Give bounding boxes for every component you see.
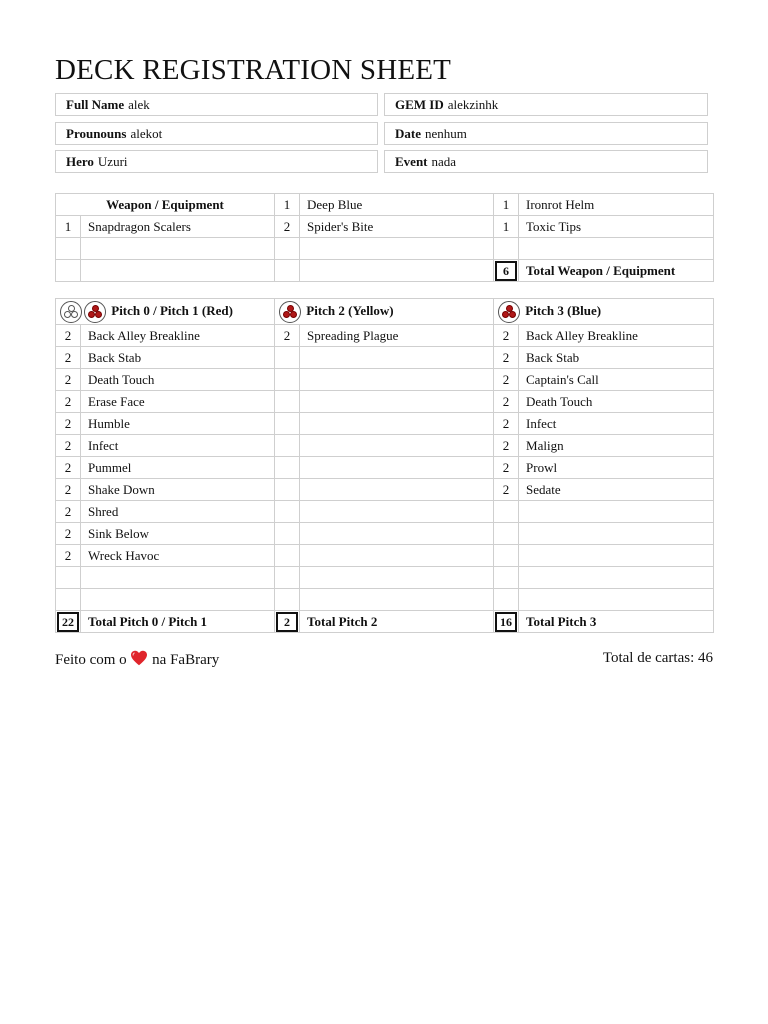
pitch-2-icon (279, 301, 301, 323)
made-with-prefix: Feito com o (55, 652, 127, 668)
card-qty: 2 (494, 413, 519, 435)
card-name: Infect (81, 435, 275, 457)
card-name: Wreck Havoc (81, 545, 275, 567)
card-name: Shred (81, 501, 275, 523)
event-label: Event (395, 154, 428, 169)
table-row (56, 194, 714, 216)
date-label: Date (395, 126, 421, 141)
gem-id-label: GEM ID (395, 97, 444, 112)
card-name: Captain's Call (519, 369, 714, 391)
table-row (56, 216, 714, 238)
card-qty: 2 (494, 325, 519, 347)
card-qty: 2 (494, 347, 519, 369)
hero-field (55, 150, 378, 173)
pitch-1-icon (84, 301, 106, 323)
made-with-suffix: na FaBrary (152, 652, 220, 668)
card-name: Erase Face (81, 391, 275, 413)
card-qty: 2 (56, 391, 81, 413)
table-row (56, 457, 714, 479)
card-name: Back Stab (81, 347, 275, 369)
pitch-col2-header: Pitch 2 (Yellow) (306, 302, 394, 318)
card-name: Shake Down (81, 479, 275, 501)
pitch3-total-count: 16 (495, 612, 517, 632)
card-qty: 2 (494, 391, 519, 413)
card-name: Spider's Bite (300, 216, 494, 238)
table-row (56, 413, 714, 435)
card-name: Humble (81, 413, 275, 435)
card-qty: 2 (56, 369, 81, 391)
pitch-col3-header: Pitch 3 (Blue) (525, 302, 602, 318)
pitch3-total-label: Total Pitch 3 (519, 611, 714, 633)
card-name: Ironrot Helm (519, 194, 714, 216)
event-field (384, 150, 708, 173)
made-with-credit (55, 650, 219, 669)
hero-label: Hero (66, 154, 94, 169)
gem-id-field (384, 93, 708, 116)
card-qty: 2 (56, 413, 81, 435)
date-value: nenhum (425, 126, 467, 141)
table-row (56, 501, 714, 523)
card-name: Toxic Tips (519, 216, 714, 238)
total-cards: Total de cartas: 46 (602, 650, 713, 666)
pitch-3-icon (498, 301, 520, 323)
pitch-total-row (56, 611, 714, 633)
equipment-table (55, 193, 714, 282)
pronouns-field (55, 122, 378, 145)
card-name: Back Alley Breakline (519, 325, 714, 347)
pronouns-value: alekot (130, 126, 163, 141)
table-row (56, 435, 714, 457)
card-name: Deep Blue (300, 194, 494, 216)
card-qty: 2 (56, 479, 81, 501)
date-field (384, 122, 708, 145)
gem-id-value: alekzinhk (447, 97, 499, 112)
card-qty: 2 (56, 545, 81, 567)
card-qty: 1 (494, 194, 519, 216)
pitch2-total-count: 2 (276, 612, 298, 632)
table-row (56, 545, 714, 567)
full-name-field (55, 93, 378, 116)
card-qty: 2 (494, 435, 519, 457)
card-name: Death Touch (519, 391, 714, 413)
card-qty: 2 (275, 325, 300, 347)
card-name: Malign (519, 435, 714, 457)
card-name: Snapdragon Scalers (81, 216, 275, 238)
hero-value: Uzuri (97, 154, 128, 169)
card-name: Death Touch (81, 369, 275, 391)
pitch1-total-count: 22 (57, 612, 79, 632)
page-title: DECK REGISTRATION SHEET (55, 54, 452, 86)
table-row (56, 347, 714, 369)
card-qty: 2 (275, 216, 300, 238)
card-name: Sedate (519, 479, 714, 501)
card-qty: 1 (494, 216, 519, 238)
card-qty: 2 (56, 523, 81, 545)
table-row (56, 369, 714, 391)
pitch-table (55, 298, 714, 633)
full-name-value: alek (128, 97, 150, 112)
table-row (56, 260, 714, 282)
card-qty: 2 (494, 457, 519, 479)
card-name: Spreading Plague (300, 325, 494, 347)
card-qty: 2 (56, 347, 81, 369)
equipment-header: Weapon / Equipment (56, 194, 275, 216)
table-row (56, 391, 714, 413)
card-qty: 2 (494, 479, 519, 501)
card-name: Back Stab (519, 347, 714, 369)
card-qty: 2 (56, 501, 81, 523)
card-name: Infect (519, 413, 714, 435)
pitch-col1-header: Pitch 0 / Pitch 1 (Red) (111, 302, 233, 318)
pitch-0-icon (60, 301, 82, 323)
card-name: Prowl (519, 457, 714, 479)
pitch1-total-label: Total Pitch 0 / Pitch 1 (81, 611, 275, 633)
card-name: Pummel (81, 457, 275, 479)
event-value: nada (431, 154, 457, 169)
card-qty: 1 (56, 216, 81, 238)
card-qty: 2 (56, 325, 81, 347)
table-row (56, 479, 714, 501)
table-row (56, 325, 714, 347)
card-qty: 1 (275, 194, 300, 216)
card-qty: 2 (56, 435, 81, 457)
pitch2-total-label: Total Pitch 2 (300, 611, 494, 633)
heart-icon (130, 650, 148, 666)
table-row (56, 589, 714, 611)
card-qty: 2 (56, 457, 81, 479)
equipment-total-count: 6 (495, 261, 517, 281)
table-row (56, 567, 714, 589)
card-name: Back Alley Breakline (81, 325, 275, 347)
pronouns-label: Prounouns (66, 126, 127, 141)
table-row (56, 523, 714, 545)
equipment-total-label: Total Weapon / Equipment (519, 260, 714, 282)
full-name-label: Full Name (66, 97, 125, 112)
table-row (56, 238, 714, 260)
card-qty: 2 (494, 369, 519, 391)
pitch-header-row (56, 299, 714, 325)
card-name: Sink Below (81, 523, 275, 545)
